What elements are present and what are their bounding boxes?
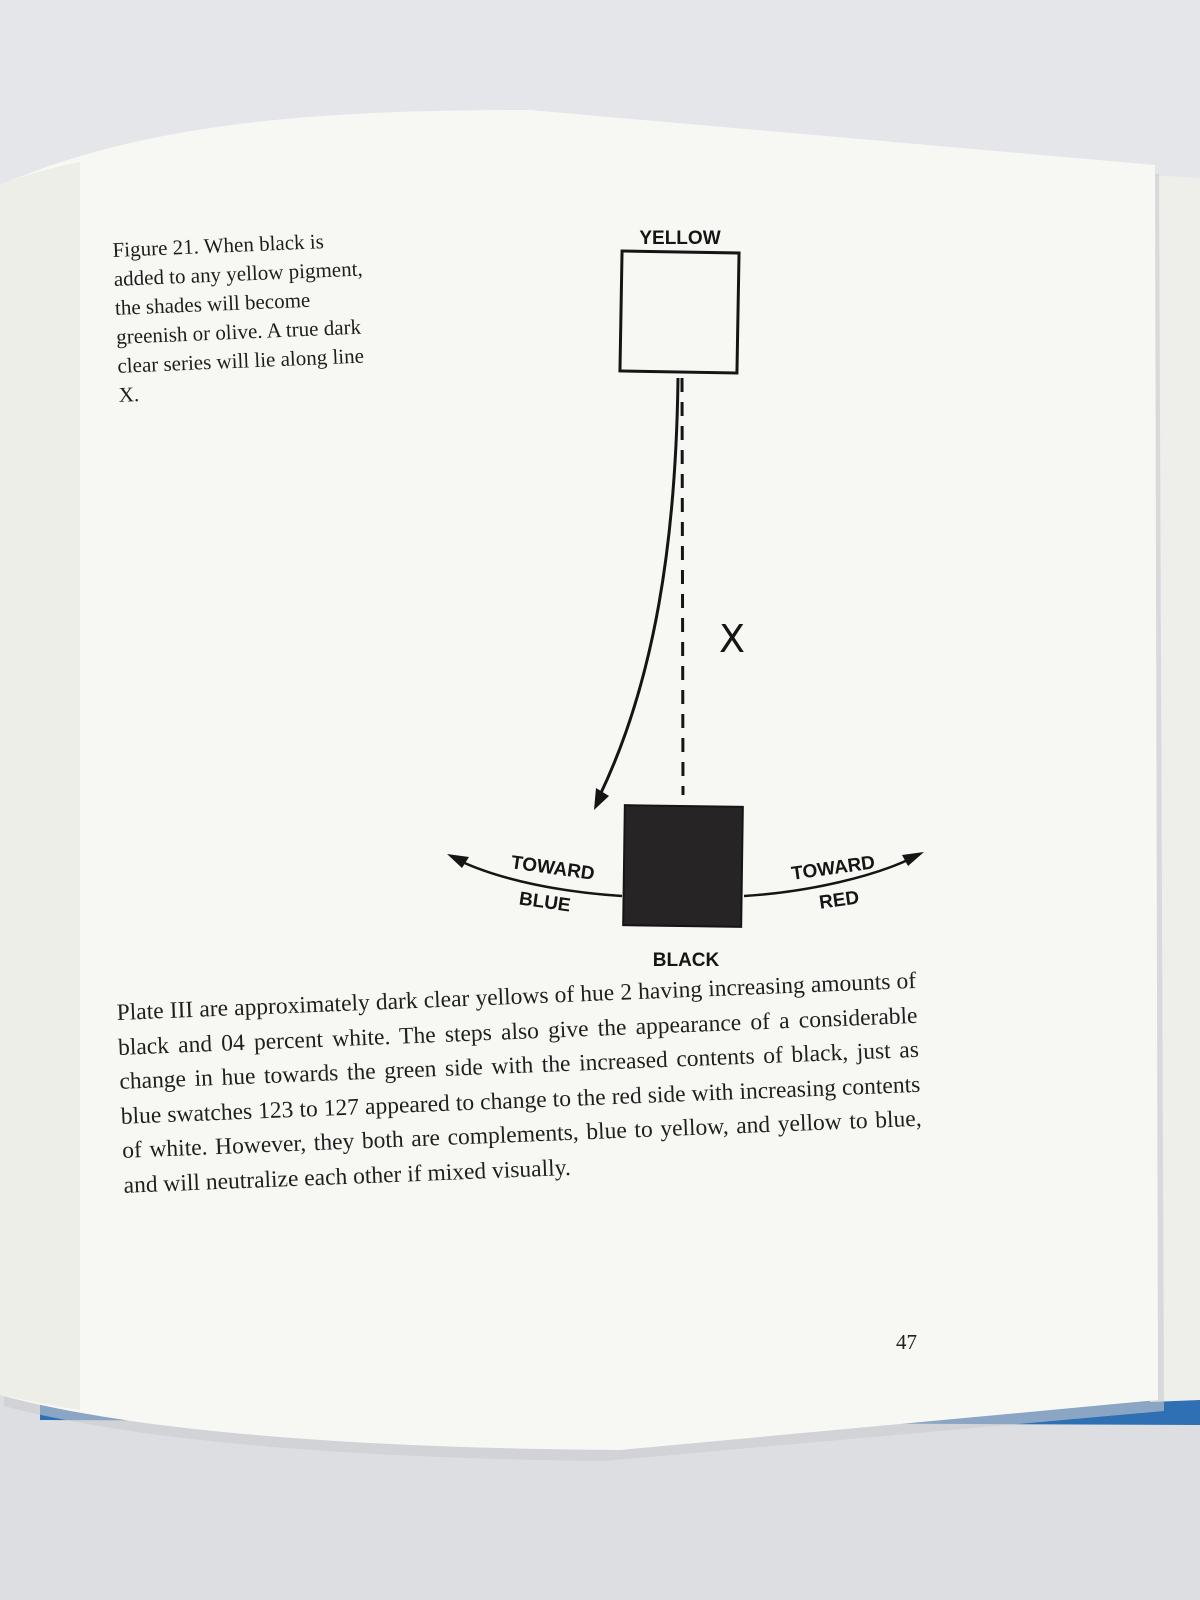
page-number: 47 bbox=[896, 1330, 917, 1354]
body-paragraph bbox=[116, 964, 924, 1203]
toward-blue-label-1: TOWARD bbox=[509, 852, 596, 885]
figure-caption bbox=[112, 226, 369, 410]
black-square bbox=[623, 805, 743, 927]
line-x-label: X bbox=[718, 617, 746, 661]
yellow-label: YELLOW bbox=[639, 228, 721, 249]
black-label: BLACK bbox=[652, 950, 720, 971]
figure-caption-text: Figure 21. When black is added to any yellow pigment, the shades will become greenish or olive. A true dark clear series will lie along line X. bbox=[112, 229, 365, 407]
toward-red-label-1: TOWARD bbox=[790, 852, 877, 885]
body-paragraph-text: Plate III are approximately dark clear yellows of hue 2 having increasing amounts of black and 04 percent white. The steps also give the appearance of a considerable change in hue towards the green side with the increased contents of black, just as blue swatches 123 to 127 appeared to change to the red side with increasing contents of white. However, they both are complements, blue to yellow, and yellow to blue, and will neutralize each other if mixed visually. bbox=[116, 967, 923, 1199]
binding-shade bbox=[0, 162, 80, 1410]
toward-red-label-2: RED bbox=[817, 887, 861, 914]
toward-blue-label-2: BLUE bbox=[517, 888, 572, 917]
